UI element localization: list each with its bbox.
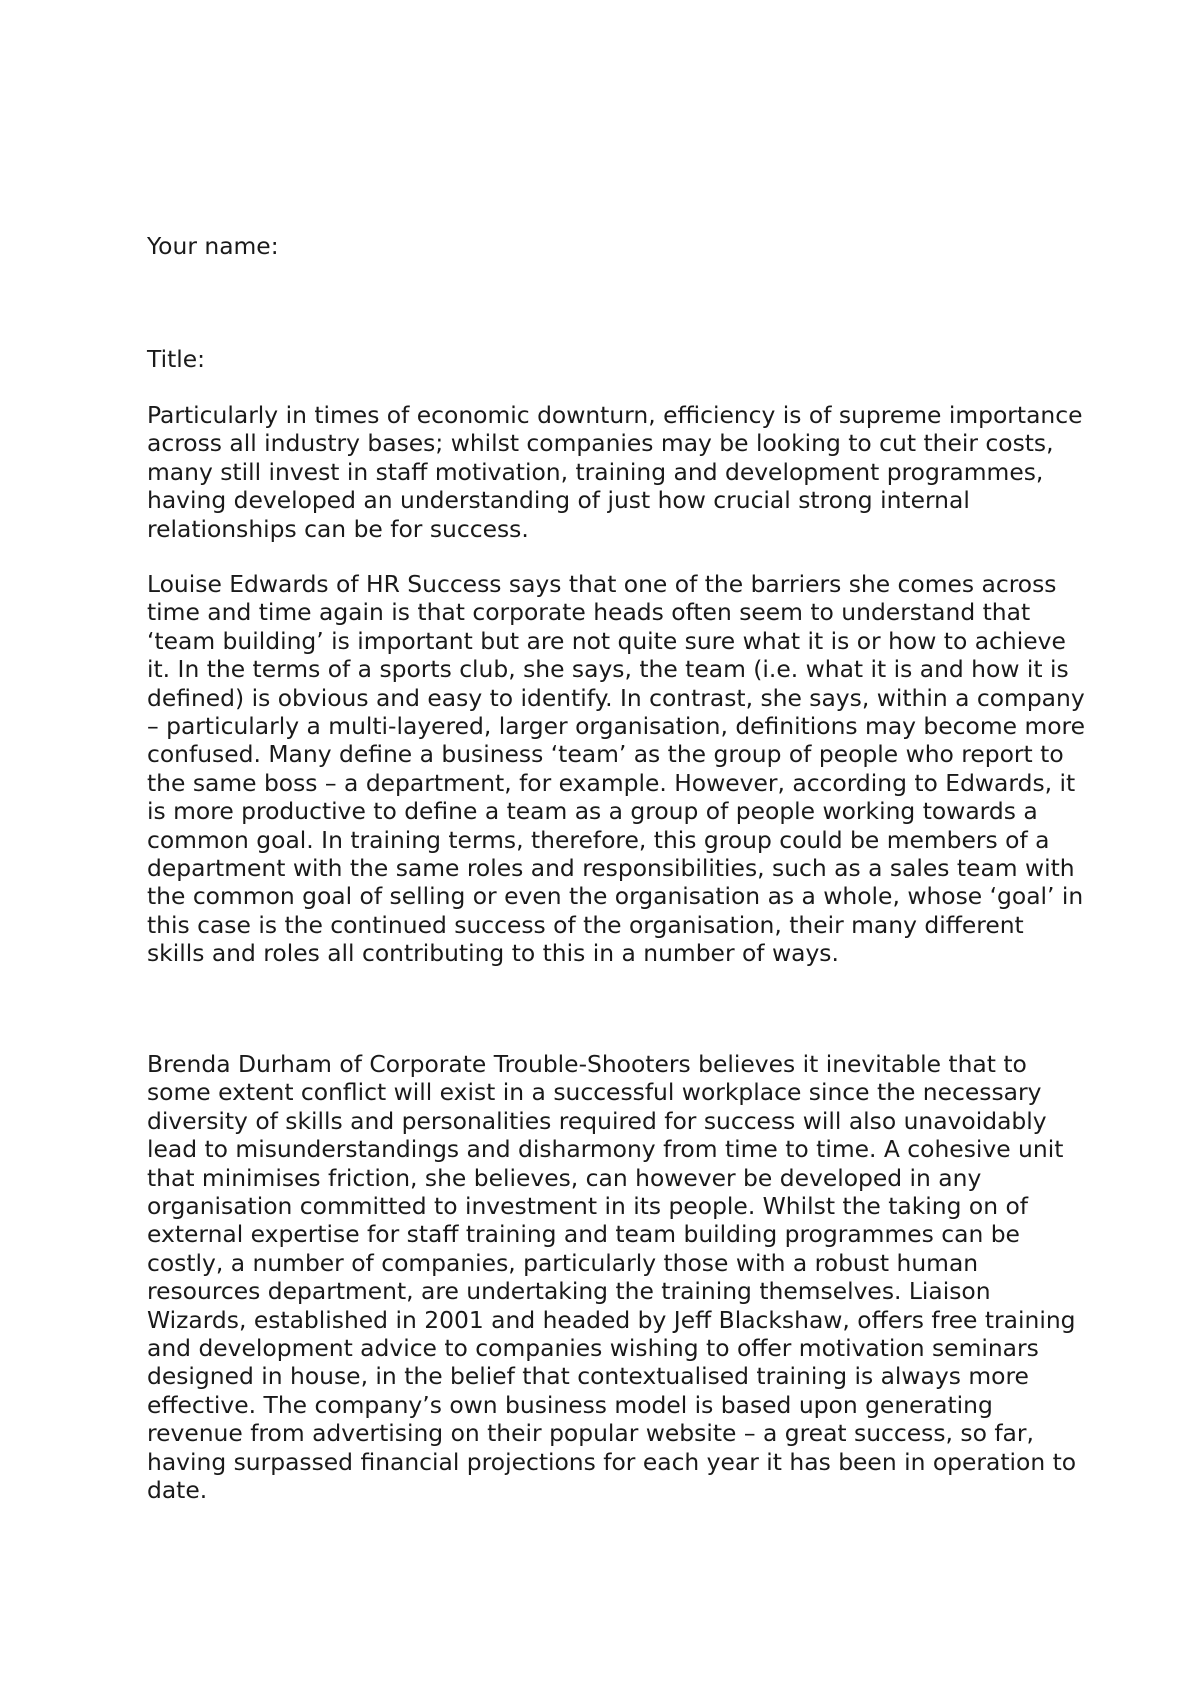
body-paragraph-3: Brenda Durham of Corporate Trouble-Shooters believes it inevitable that to some extent conflict will exist in a successful workplace since the necessary diversity of skills and personalities required for success will also unavoidably lead to misunderstandings and disharmony from time to time. A cohesive unit that minimises friction, she believes, can however be developed in any organisation committed to investment in its people. Whilst the taking on of external expertise for staff training and team building programmes can be costly, a number of companies, particularly those with a robust human resources department, are undertaking the training themselves. Liaison Wizards, established in 2001 and headed by Jeff Blackshaw, offers free training and development advice to companies wishing to offer motivation seminars designed in house, in the belief that contextualised training is always more effective. The company’s own business model is based upon generating revenue from advertising on their popular website – a great success, so far, having surpassed financial projections for each year it has been in operation to date. [147, 1050, 1077, 1505]
body-paragraph-1: Particularly in times of economic downturn, efficiency is of supreme importance across all industry bases; whilst companies may be looking to cut their costs, many still invest in staff motivation, training and development programmes, having developed an understanding of just how crucial strong internal relationships can be for success. [147, 401, 1083, 543]
body-paragraph-2: Louise Edwards of HR Success says that one of the barriers she comes across time and time again is that corporate heads often seem to understand that ‘team building’ is important but are not quite sure what it is or how to achieve it. In the terms of a sports club, she says, the team (i.e. what it is and how it is defined) is obvious and easy to identify. In contrast, she says, within a company – particularly a multi-layered, larger organisation, definitions may become more confused. Many define a business ‘team’ as the group of people who report to the same boss – a department, for example. However, according to Edwards, it is more productive to define a team as a group of people working towards a common goal. In training terms, therefore, this group could be members of a department with the same roles and responsibilities, such as a sales team with the common goal of selling or even the organisation as a whole, whose ‘goal’ in this case is the continued success of the organisation, their many different skills and roles all contributing to this in a number of ways. [147, 570, 1086, 968]
your-name-label: Your name: [147, 232, 279, 260]
title-label: Title: [147, 345, 206, 373]
